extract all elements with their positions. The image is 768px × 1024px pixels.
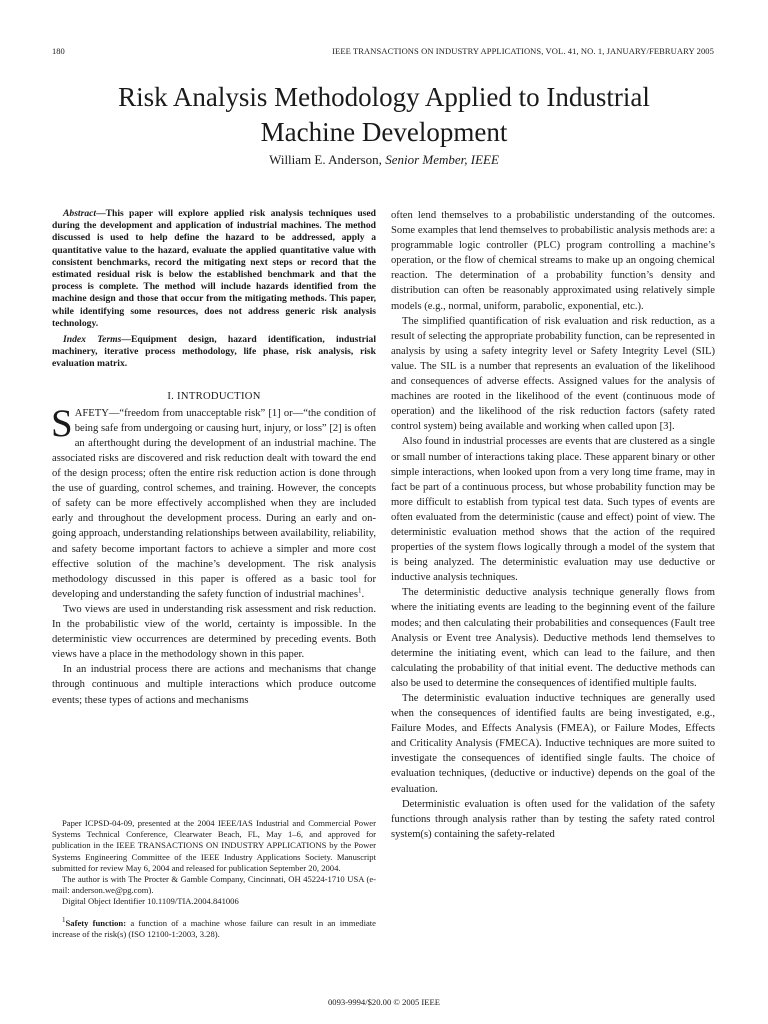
title-line-2: Machine Development bbox=[260, 117, 508, 147]
section-heading-introduction: I. INTRODUCTION bbox=[167, 390, 261, 402]
index-terms-label: Index Terms bbox=[63, 334, 122, 346]
footnote-doi: Digital Object Identifier 10.1109/TIA.2004.841006 bbox=[62, 896, 239, 907]
right-paragraph-5: The deterministic evaluation inductive techniques are generally used when the consequences of identified faults are being investigated, e.g., Failure Modes, and Effects Analysis (FMEA), or Failure Modes, Effects and Criticality Analysis (FMECA). Inductive techniques are more suited to investigate the consequences of identified single faults. The choice of evaluation techniques, (deductive or inductive) depends on the goal of the evaluation. bbox=[391, 693, 715, 795]
right-paragraph-3: Also found in industrial processes are events that are clustered as a single or small number of interactions taking place. These apparent binary or other simple interactions, when looked upon from a very long time frame, may in fact be part of a continuous process, but whose probability function may be more difficult to establish from typical test data. Such types of events are often evaluated from the deterministic (cause and effect) point of view. The deterministic evaluation method shows that the action of the required properties of the system flows logically through a model of the system that is being analyzed. The deterministic evaluation may use deductive or inductive analysis techniques. bbox=[391, 436, 715, 584]
left-column bbox=[52, 208, 376, 708]
intro-paragraph-1 bbox=[51, 401, 376, 602]
footnote-mark: 1 bbox=[357, 586, 362, 595]
title-line-1: Risk Analysis Methodology Applied to Industrial bbox=[118, 82, 650, 112]
right-paragraph-1: often lend themselves to a probabilistic understanding of the outcomes. Some examples that lend themselves to probabilistic analysis methods are: a programmable logic controller (PLC) program controlling a machine’s operation, or the flow of chemical streams to make up an ongoing chemical reaction. The determination of a probability function’s density and distribution can often be reasonably approximated using relatively simple models (e.g., normal, uniform, parabolic, exponential, etc.). bbox=[391, 210, 715, 312]
footnote-1-mark: 1 bbox=[62, 915, 66, 924]
intro-paragraph-2: Two views are used in understanding risk assessment and risk reduction. In the probabilistic view of the world, certainty is impossible. In the deterministic view occurrences are determined by preceding events. Both views have a place in the methodology shown in this paper. bbox=[52, 603, 376, 661]
right-paragraph-2: The simplified quantification of risk evaluation and risk reduction, as a result of selecting the appropriate probability function, can be represented in analysis by using a safety integrity level or Safety Integrity Level (SIL) value. The SIL is a number that represents an evaluation of the likelihood and consequences of adverse effects. Assigned values for the analysis of machines are rooted in the likelihood of the event (continuous mode of operation) and the likelihood of the risk reduction factors (safety rated control system) being available and working when called upon [3]. bbox=[391, 315, 715, 433]
footnote-1-label: Safety function: bbox=[65, 917, 127, 928]
footnotes bbox=[52, 818, 376, 940]
intro-paragraph-3: In an industrial process there are actions and mechanisms that change through continuous and multiple interactions which produce outcome events; these types of actions and mechanisms bbox=[52, 664, 376, 706]
abstract bbox=[52, 208, 376, 330]
page-number: 180 bbox=[52, 46, 65, 56]
index-terms-text: —Equipment design, hazard identification, industrial machinery, iterative process methodology, life phase, risk analysis, risk evaluation matrix. bbox=[52, 334, 376, 370]
intro-paragraph-1-text: AFETY—“freedom from unacceptable risk” [1] or—“the condition of being safe from undergoing or causing hurt, injury, or loss” [2] is often an afterthought during the development of an industrial machine. The associated risks are discovered and risk reduction dealt with toward the end of the design process; often the entire risk reduction action is done through the use of guarding, control schemes, and training. However, the concepts of safety can be more effectively accomplished when they are included early and throughout the development process. During an early and on-going approach, understanding relationships between availability, reliability, and safety become important factors to achieve a simpler and more cost effective solution of the machine’s development. The risk analysis methodology discussed in this paper is offered as a basic tool for developing and understanding the safety function of industrial machines bbox=[52, 407, 376, 600]
abstract-text: —This paper will explore applied risk analysis techniques used during the development and application of industrial machines. The method discussed is used to help define the hazard to be addressed, apply a quantitative value to the hazard, evaluate the applied quantitative value with consistent benchmarks, record the mitigating next steps or record that the estimated residual risk is below the established benchmark and that the process is complete. The method will include hazards identified from the machine design and those that occur from the mitigating methods. This paper, while identifying some resources, does not address generic risk analysis technology. bbox=[52, 208, 376, 329]
intro-paragraph-1-end: . bbox=[361, 588, 365, 600]
footnote-1-text: a function of a machine whose failure can result in an immediate increase of the risk(s) (ISO 12100-1:2003, 3.28). bbox=[52, 917, 376, 939]
index-terms bbox=[52, 334, 376, 371]
footnote-paper-info: Paper ICPSD-04-09, presented at the 2004 IEEE/IAS Industrial and Commercial Power Systems Technical Conference, Clearwater Beach, FL, May 1–6, and approved for publication in the IEEE TRANSACTIONS ON INDUSTRY APPLICATIONS by the Power Systems Engineering Committee of the IEEE Industry Applications Society. Manuscript submitted for review May 6, 2004 and released for publication September 20, 2004. bbox=[52, 818, 376, 873]
author-name: William E. Anderson, bbox=[269, 152, 382, 167]
copyright-footer: 0093-9994/$20.00 © 2005 IEEE bbox=[327, 997, 441, 1007]
right-paragraph-6: Deterministic evaluation is often used for the validation of the safety functions through analysis rather than by testing the safety rated control system(s) containing the safety-related bbox=[391, 798, 715, 840]
footnote-author-info: The author is with The Procter & Gamble Company, Cincinnati, OH 45224-1710 USA (e-mail: anderson.we@pg.com). bbox=[52, 874, 376, 896]
author-line bbox=[40, 152, 728, 168]
right-paragraph-4: The deterministic deductive analysis technique generally flows from where the initiating events are leading to the beginning event of the failure modes; and then calculating their probabilities and consequences (Fault tree Analysis or Event tree Analysis). Deductive methods lend themselves to determine the initiating event, which can lead to the failure, and then calculating the probability of that initial event. The deductive methods can also be used to determine the consequences of identified multiple faults. bbox=[391, 587, 715, 689]
drop-cap: S bbox=[51, 401, 73, 445]
running-header: IEEE TRANSACTIONS ON INDUSTRY APPLICATIONS, VOL. 41, NO. 1, JANUARY/FEBRUARY 2005 bbox=[332, 46, 714, 56]
footnote-1 bbox=[52, 915, 376, 940]
paper-title bbox=[40, 80, 728, 150]
abstract-label: Abstract bbox=[63, 208, 97, 219]
right-column bbox=[391, 208, 715, 842]
author-role: Senior Member, IEEE bbox=[385, 152, 499, 167]
